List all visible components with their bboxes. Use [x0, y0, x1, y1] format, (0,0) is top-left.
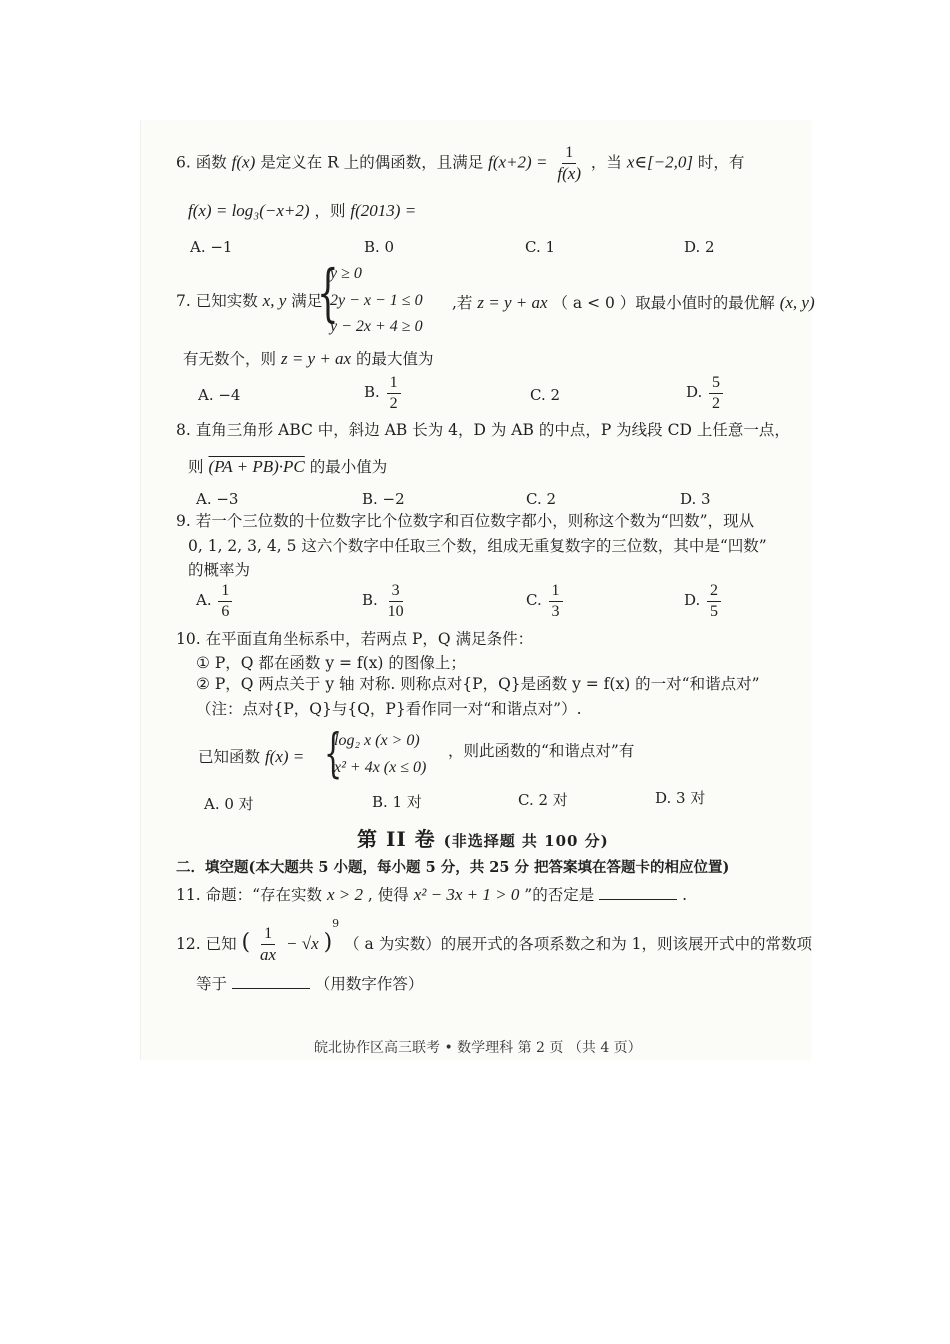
q10-option-b: B. 1 对 [372, 793, 422, 811]
q7-ineq-1: y ≥ 0 [330, 265, 362, 282]
q7-ineq-2: 2y − x − 1 ≤ 0 [330, 292, 423, 309]
q7-option-d: D. $\frac{5}{2}$ [686, 374, 725, 412]
q10-option-c: C. 2 对 [518, 791, 568, 809]
q6-option-d: D. 2 [684, 238, 715, 256]
q8-option-c: C. 2 [526, 490, 557, 508]
q9-line3: 的概率为 [188, 561, 251, 579]
q9-option-c: C. $\frac{1}{3}$ [526, 582, 565, 620]
q7-line1: 7. 已知实数 x, y 满足 [176, 291, 323, 310]
q7-line1-tail: ,若 z = y + ax （ a < 0 ）取最小值时的最优解 (x, y) [452, 293, 815, 312]
q10-line4: （注：点对{P，Q}与{Q，P}看作同一对“和谐点对”）. [196, 700, 582, 718]
q9-option-d: D. $\frac{2}{5}$ [684, 582, 723, 620]
q10-option-a: A. 0 对 [204, 795, 254, 813]
q6-cond: f(x+2) = [488, 152, 548, 172]
q7-option-b: B. $\frac{1}{2}$ [364, 374, 403, 412]
q10-line1: 10. 在平面直角坐标系中，若两点 P，Q 满足条件： [176, 630, 534, 648]
q6-log-expr: f(x) = log₃(−x+2) [188, 201, 310, 220]
q12-answer-blank[interactable] [232, 976, 310, 989]
q6-line1: 6. 函数 f(x) 是定义在 R 上的偶函数，且满足 f(x+2) = $\frac{1}{f(x)}$ ，当 x∈[−2,0] 时，有 [176, 144, 745, 183]
section2-header: 二．填空题(本大题共 5 小题，每小题 5 分，共 25 分 把答案填在答题卡的相应位置) [176, 859, 730, 876]
q10-option-d: D. 3 对 [655, 789, 706, 807]
q10-line3: ② P，Q 两点关于 y 轴 对称. 则称点对{P，Q}是函数 y = f(x) 的一对“和谐点对” [196, 675, 760, 693]
q9-option-a: A. $\frac{1}{6}$ [196, 582, 234, 620]
q10-brace: { [324, 724, 343, 784]
q6-fraction: $\frac{1}{f(x)}$ [557, 144, 581, 183]
q9-option-b: B. $\frac{3}{10}$ [362, 582, 404, 620]
q7-line2: 有无数个，则 z = y + ax 的最大值为 [183, 349, 434, 368]
q8-option-d: D. 3 [680, 490, 711, 508]
q6-text: 是定义在 R 上的偶函数，且满足 [260, 153, 484, 172]
q10-piece-1: log₂ x (x > 0) [334, 732, 420, 749]
q6-option-b: B. 0 [364, 238, 395, 256]
q11-line: 11. 命题：“存在实数 x > 2 , 使得 x² − 3x + 1 > 0 ”的否定是 . [176, 885, 688, 904]
q9-line2: 0, 1, 2, 3, 4, 5 这六个数字中任取三个数，组成无重复数字的三位数，其中是“凹数” [188, 537, 767, 555]
q6-interval: x∈[−2,0] [626, 152, 693, 172]
q6-option-c: C. 1 [525, 238, 556, 256]
q7-option-c: C. 2 [530, 386, 561, 404]
q12-fraction: $\frac{1}{ax}$ [260, 925, 277, 964]
q6-number: 6. 函数 [176, 153, 227, 172]
q6-option-a: A. −1 [190, 238, 233, 256]
q6-fx: f(x) [231, 152, 256, 172]
q10-piece-2: x² + 4x (x ≤ 0) [334, 759, 427, 776]
q11-answer-blank[interactable] [599, 887, 677, 900]
q8-line1: 8. 直角三角形 ABC 中，斜边 AB 长为 4，D 为 AB 的中点，P 为线段 CD 上任意一点， [176, 421, 790, 439]
q7-ineq-3: y − 2x + 4 ≥ 0 [330, 318, 423, 335]
part2-title: 第 II 卷 (非选择题 共 100 分) [357, 827, 609, 851]
q12-line1: 12. 已知 ( $\frac{1}{ax}$ − √x )$^9$ （ a 为实数）的展开式的各项系数之和为 1，则该展开式中的常数项 [176, 917, 812, 964]
q7-option-a: A. −4 [198, 386, 241, 404]
q6-line2: f(x) = log₃(−x+2) ，则 f(2013) = [188, 201, 417, 220]
q12-line2: 等于 （用数字作答） [196, 975, 424, 993]
q10-tail: ，则此函数的“和谐点对”有 [448, 742, 635, 760]
q7-brace: { [317, 256, 339, 329]
q8-option-a: A. −3 [196, 490, 239, 508]
q10-line2: ① P，Q 都在函数 y = f(x) 的图像上； [196, 654, 466, 672]
q10-given: 已知函数 f(x) = [198, 747, 305, 766]
q8-line2: 则 (PA + PB)·PC 的最小值为 [188, 457, 388, 476]
page-footer: 皖北协作区高三联考 • 数学理科 第 2 页 （共 4 页） [314, 1040, 642, 1056]
q9-line1: 9. 若一个三位数的十位数字比个位数字和百位数字都小，则称这个数为“凹数”，现从 [176, 512, 755, 530]
q8-vector-expr: (PA + PB)·PC [208, 457, 305, 476]
q8-option-b: B. −2 [362, 490, 405, 508]
